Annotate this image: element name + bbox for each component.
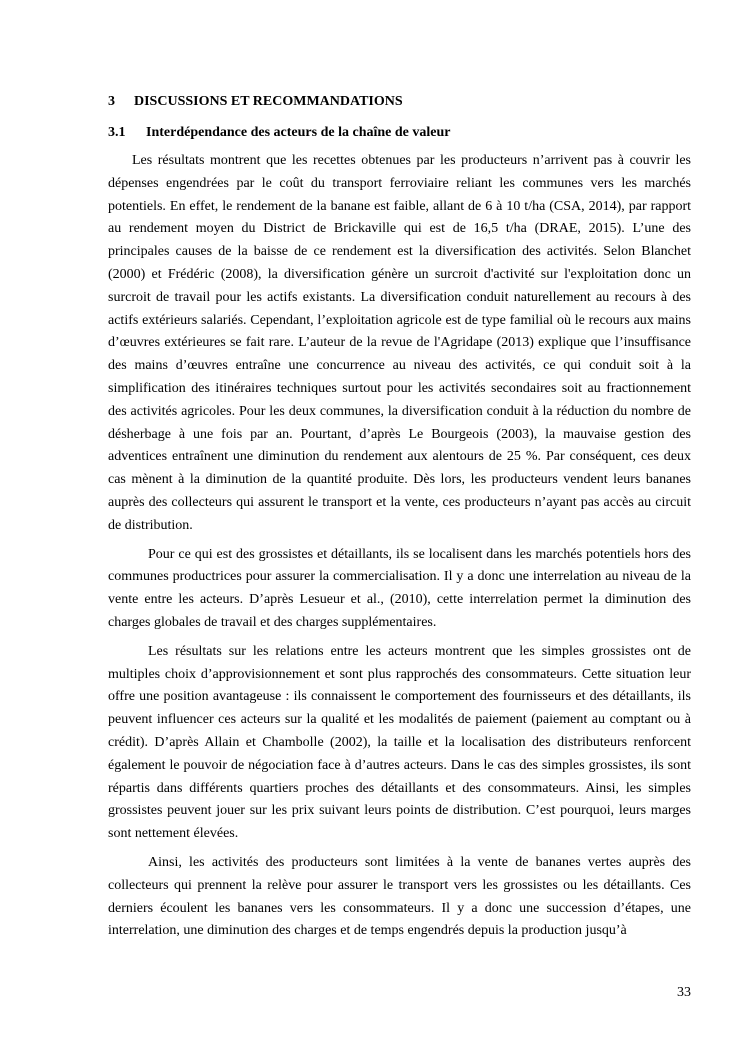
section-number: 3 [108, 94, 115, 109]
paragraph: Les résultats sur les relations entre les acteurs montrent que les simples grossistes ont de multiples choix d’approvisionnement et sont plus rapprochés des consommateurs. Cette situation leur offre une position avantageuse : ils connaissent le comportement des fournisseurs et des détaillants, ils peuvent influencer ces acteurs sur la qualité et les modalités de paiement (paiement au comptant ou à crédit). D’après Allain et Chambolle (2002), la taille et la localisation des distributeurs renforcent également le pouvoir de négociation face à d’autres acteurs. Dans le cas des simples grossistes, ils sont répartis dans différents quartiers proches des détaillants et des consommateurs. Ainsi, les simples grossistes peuvent jouer sur les prix suivant leurs points de distribution. C’est pourquoi, leurs marges sont nettement élevées. [108, 643, 691, 842]
subsection-number: 3.1 [108, 125, 126, 140]
body-text [108, 150, 691, 949]
subsection-heading [108, 124, 450, 141]
subsection-title: Interdépendance des acteurs de la chaîne de valeur [146, 125, 451, 140]
paragraph: Ainsi, les activités des producteurs sont limitées à la vente de bananes vertes auprès des collecteurs qui prennent la relève pour assurer le transport vers les grossistes ou les détaillants. Ces derniers écoulent les bananes vers les consommateurs. Il y a donc une succession d’étapes, une interrelation, une diminution des charges et de temps engendrés depuis la production jusqu’à [108, 854, 691, 939]
page-number: 33 [677, 985, 691, 1000]
paragraph: Les résultats montrent que les recettes obtenues par les producteurs n’arrivent pas à couvrir les dépenses engendrées par le coût du transport ferroviaire reliant les communes vers les marchés potentiels. En effet, le rendement de la banane est faible, allant de 6 à 10 t/ha (CSA, 2014), par rapport au rendement moyen du District de Brickaville qui est de 16,5 t/ha (DRAE, 2015). L’une des principales causes de la baisse de ce rendement est la diversification des activités. Selon Blanchet (2000) et Frédéric (2008), la diversification génère un surcroit d'activité sur l'exploitation donc un surcroit de travail pour les actifs existants. La diversification conduit naturellement au recours à des actifs extérieurs salariés. Cependant, l’exploitation agricole est de type familial où le recours aux mains d’œuvres extérieures se fait rare. L’auteur de la revue de l'Agridape (2013) explique que l’insuffisance des mains d’œuvres entraîne une concurrence au niveau des activités, ce qui conduit soit à la simplification des itinéraires techniques surtout pour les activités secondaires soit au fractionnement des activités agricoles. Pour les deux communes, la diversification conduit à la réduction du nombre de désherbage à une fois par an. Pourtant, d’après Le Bourgeois (2003), la mauvaise gestion des adventices entraînent une diminution du rendement aux alentours de 25 %. Par conséquent, ces deux cas mènent à la diminution de la quantité produite. Dès lors, les producteurs vendent leurs bananes auprès des collecteurs qui assurent le transport et la vente, ces producteurs n’ayant pas accès au circuit de distribution. [108, 153, 691, 533]
section-title: DISCUSSIONS ET RECOMMANDATIONS [134, 94, 403, 109]
paragraph: Pour ce qui est des grossistes et détaillants, ils se localisent dans les marchés potentiels hors des communes productrices pour assurer la commercialisation. Il y a donc une interrelation au niveau de la vente entre les acteurs. D’après Lesueur et al., (2010), cette interrelation permet la diminution des charges globales de travail et des charges supplémentaires. [108, 546, 691, 630]
section-heading [108, 93, 403, 110]
